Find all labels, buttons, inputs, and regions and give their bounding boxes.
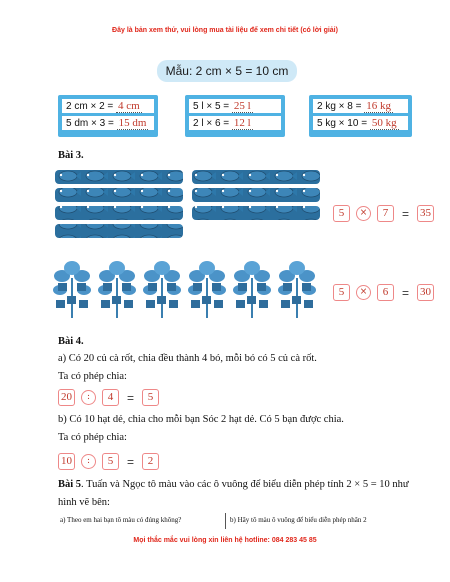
answer-card (185, 95, 285, 137)
exercise-4b-equation (58, 453, 159, 470)
equation-operator: × (356, 206, 371, 221)
row-expr: 5 kg × 10 = (317, 118, 368, 129)
row-answer: 16 kg (366, 100, 392, 112)
equation-term: 20 (58, 389, 75, 406)
card-row (189, 116, 281, 130)
exercise-5-text-line-2: hình vẽ bên: (58, 497, 110, 508)
equation-term: 10 (58, 453, 75, 470)
equation-operator: : (81, 390, 96, 405)
row-expr: 2 l × 6 = (193, 118, 230, 129)
fish-group-right (192, 170, 320, 220)
preview-banner: Đây là bản xem thử, vui lòng mua tài liệu để xem chi tiết (có lời giải) (112, 27, 338, 34)
card-row (189, 99, 281, 113)
equation-result: 30 (417, 284, 434, 301)
exercise-3-equation-2 (333, 284, 434, 301)
equation-result: 35 (417, 205, 434, 222)
row-answer: 12 l (233, 117, 251, 129)
equals-sign: = (401, 285, 409, 300)
exercise-4a-equation (58, 389, 159, 406)
card-row (313, 99, 408, 113)
row-expr: 5 dm × 3 = (66, 118, 114, 129)
row-answer: 50 kg (371, 117, 397, 129)
equation-term: 7 (377, 205, 394, 222)
equation-operator: × (356, 285, 371, 300)
exercise-5-text (58, 479, 409, 490)
row-expr: 5 l × 5 = (193, 101, 230, 112)
division-prompt-1: Ta có phép chia: (58, 371, 127, 382)
row-answer: 25 l (233, 100, 251, 112)
equation-result: 5 (142, 389, 159, 406)
fish-group-left (55, 170, 183, 238)
equation-term: 4 (102, 389, 119, 406)
exercise-5b-text: b) Hãy tô màu ô vuông để biểu diễn phép nhân 2 (230, 516, 367, 524)
row-expr: 2 cm × 2 = (66, 101, 114, 112)
equation-term: 5 (333, 205, 350, 222)
answer-card (309, 95, 412, 137)
card-row (313, 116, 408, 130)
fish-illustration (55, 168, 330, 246)
exercise-3-heading: Bài 3. (58, 150, 84, 161)
answer-card (58, 95, 158, 137)
equals-sign: = (126, 454, 134, 469)
equals-sign: = (401, 206, 409, 221)
division-prompt-2: Ta có phép chia: (58, 432, 127, 443)
exercise-5a-text: a) Theo em hai bạn tô màu có đúng không? (60, 516, 182, 524)
card-row (62, 116, 154, 130)
exercise-5-heading: Bài 5 (58, 479, 82, 490)
row-expr: 2 kg × 8 = (317, 101, 362, 112)
hotline-banner: Mọi thắc mắc vui lòng xin liên hệ hotline: 084 283 45 85 (133, 537, 317, 544)
equation-operator: : (81, 454, 96, 469)
exercise-4b-text: b) Có 10 hạt dẻ, chia cho mỗi bạn Sóc 2 hạt dẻ. Có 5 bạn được chia. (58, 414, 344, 425)
plant-illustration (50, 258, 330, 326)
exercise-5-text-line-1: . Tuấn và Ngọc tô màu vào các ô vuông để biểu diễn phép tính 2 × 5 = 10 như (81, 479, 409, 490)
card-row (62, 99, 154, 113)
equation-result: 2 (142, 453, 159, 470)
sample-formula: Mẫu: 2 cm × 5 = 10 cm (157, 60, 297, 82)
equation-term: 6 (377, 284, 394, 301)
exercise-4-heading: Bài 4. (58, 336, 84, 347)
equation-term: 5 (102, 453, 119, 470)
equation-term: 5 (333, 284, 350, 301)
row-answer: 15 dm (118, 117, 147, 129)
exercise-3-equation-1 (333, 205, 434, 222)
exercise-4a-text: a) Có 20 củ cà rốt, chia đều thành 4 bó, mỗi bó có 5 củ cà rốt. (58, 353, 317, 364)
equals-sign: = (126, 390, 134, 405)
column-divider (225, 513, 226, 529)
row-answer: 4 cm (118, 100, 140, 112)
